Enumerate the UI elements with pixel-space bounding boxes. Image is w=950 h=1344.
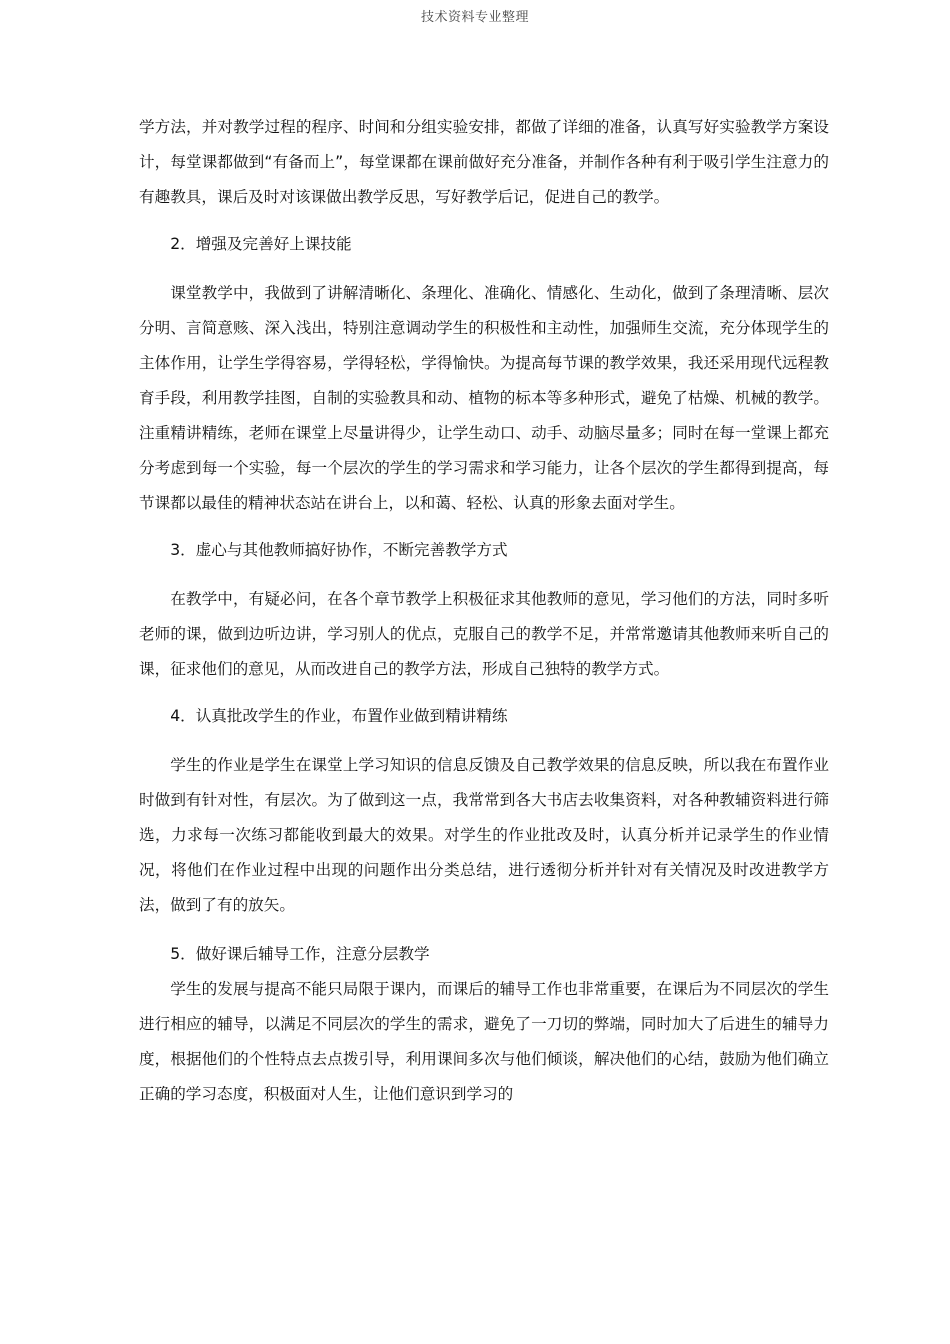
paragraph-section-4: 学生的作业是学生在课堂上学习知识的信息反馈及自己教学效果的信息反映，所以我在布置作业时做到有针对性，有层次。为了做到这一点，我常常到各大书店去收集资料，对各种教辅资料进行筛选，力求每一次练习都能收到最大的效果。对学生的作业批改及时，认真分析并记录学生的作业情况，将他们在作业过程中出现的问题作出分类总结，进行透彻分析并针对有关情况及时改进教学方法，做到了有的放矢。 — [139, 756, 829, 914]
spacer — [139, 568, 829, 582]
paragraph-section-5: 学生的发展与提高不能只局限于课内，而课后的辅导工作也非常重要，在课后为不同层次的学生进行相应的辅导，以满足不同层次的学生的需求，避免了一刀切的弊端，同时加大了后进生的辅导力度，根据他们的个性特点去点拨引导，利用课间多次与他们倾谈，解决他们的心结，鼓励为他们确立正确的学习态度，积极面对人生，让他们意识到学习的 — [139, 980, 829, 1103]
section-heading-5: 5．做好课后辅导工作，注意分层教学 — [170, 945, 430, 963]
spacer — [139, 215, 829, 227]
document-body — [139, 110, 829, 1112]
spacer — [139, 734, 829, 748]
spacer — [139, 923, 829, 937]
paragraph-continued: 学方法，并对教学过程的程序、时间和分组实验安排，都做了详细的准备，认真写好实验教学方案设计，每堂课都做到“有备而上”，每堂课都在课前做好充分准备，并制作各种有利于吸引学生注意力的有趣教具，课后及时对该课做出教学反思，写好教学后记，促进自己的教学。 — [139, 118, 829, 206]
paragraph-section-3: 在教学中，有疑必问，在各个章节教学上积极征求其他教师的意见，学习他们的方法，同时多听老师的课，做到边听边讲，学习别人的优点，克服自己的教学不足，并常常邀请其他教师来听自己的课，征求他们的意见，从而改进自己的教学方法，形成自己独特的教学方式。 — [139, 590, 829, 678]
section-heading-2: 2．增强及完善好上课技能 — [170, 235, 352, 253]
section-heading-4: 4．认真批改学生的作业，布置作业做到精讲精练 — [170, 707, 508, 725]
spacer — [139, 521, 829, 533]
section-heading-3: 3．虚心与其他教师搞好协作，不断完善教学方式 — [170, 541, 508, 559]
spacer — [139, 262, 829, 276]
paragraph-section-2: 课堂教学中，我做到了讲解清晰化、条理化、准确化、情感化、生动化，做到了条理清晰、层次分明、言简意赅、深入浅出，特别注意调动学生的积极性和主动性，加强师生交流，充分体现学生的主体作用，让学生学得容易，学得轻松，学得愉快。为提高每节课的教学效果，我还采用现代远程教育手段，利用教学挂图，自制的实验教具和动、植物的标本等多种形式，避免了枯燥、机械的教学。注重精讲精练，老师在课堂上尽量讲得少，让学生动口、动手、动脑尽量多；同时在每一堂课上都充分考虑到每一个实验，每一个层次的学生的学习需求和学习能力，让各个层次的学生都得到提高，每节课都以最佳的精神状态站在讲台上，以和蔼、轻松、认真的形象去面对学生。 — [139, 284, 829, 512]
spacer — [139, 687, 829, 699]
page-header: 技术资料专业整理 — [420, 10, 529, 25]
